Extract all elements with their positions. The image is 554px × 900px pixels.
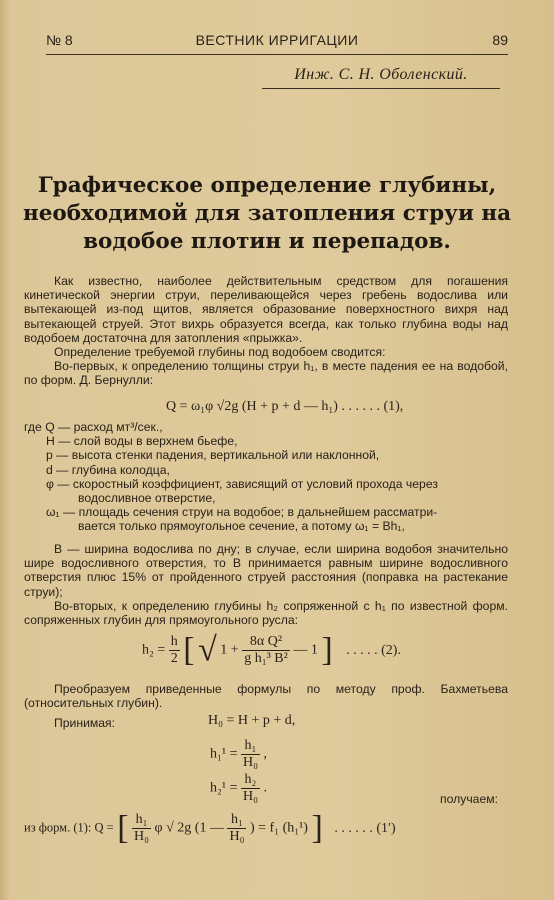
method-block [24,682,508,710]
formula-2-lhs: h₂ = [142,642,166,658]
second-step-paragraph: Во-вторых, к определению глубины h₂ сопряженной с h₁ по известной форм. сопряженных глубин для прямоугольного русла: [24,598,508,628]
definition-h0: H₀ = H + p + d, [208,713,296,728]
formula-2-fraction: $\frac{\text{8α Q²}}{\text{g h₁³ B²}}$ [244,634,288,666]
width-block [24,542,508,627]
legend-item: ω₁ — площадь сечения струи на водобое; в дальнейшем рассматри- [46,505,438,520]
accepting-label: Принимая: [54,716,116,730]
symbol-legend [24,420,438,534]
bracket-open-icon: [ [183,631,195,669]
legend-item: φ — скоростный коэффициент, зависящий от условий прохода через [46,476,438,491]
page-number: 89 [492,32,508,48]
bracket-open-icon: [ [117,809,129,847]
first-step-paragraph: Во-первых, к определению толщины струи h₁, в месте падения ее на водобой, по форм. Д. Бернулли: [24,359,508,388]
formula-2-tail: — 1 [293,642,318,658]
legend-item: водосливное отверстие, [78,491,216,506]
definition-h1: h₁¹ = $\frac{\text{h₁}}{\text{H₀}}$ , [210,738,267,770]
legend-item: вается только прямоугольное сечение, а потому ω₁ = Bh₁, [78,519,405,534]
formula-1: Q = ω₁φ √2g (H + p + d — h₁) . . . . . . (1), [166,399,404,414]
legend-item: H — слой воды в верхнем бьефе, [46,434,238,449]
definition-paragraph: Определение требуемой глубины под водобоем сводится: [54,345,386,360]
legend-where: где [24,420,42,434]
width-paragraph: B — ширина водослива по дну; в случае, если ширина водобоя значительно шире водосливного отверстия, то B принимается равным ширине водосливного отверстия плюс 15% от пройденного струей расстояния (поправка на растекание струи); [24,542,508,599]
formula-2-half: $\frac{h}{2}$ [170,634,178,666]
obtain-label: получаем: [440,792,498,806]
issue-number: № 8 [46,32,73,48]
formula-2-one-plus: 1 + [220,642,239,658]
formula-3: из форм. (1): Q = [ $\frac{\text{h₁}}{\text{H₀}}$ φ √ 2g (1 — $\frac{\text{h₁}}{\text{H₀}}$ ) = f₁ (h₁¹) ] . . . . . . (1′) [24,809,396,847]
intro-block [24,274,508,388]
bracket-close-icon: ] [321,631,333,669]
legend-item: Q — расход мт³/сек., [45,420,163,434]
formula-2 [142,631,401,669]
intro-paragraph: Как известно, наиболее действительным средством для погашения кинетической энергии струи, переливающейся через гребень водослива или вытекающей из-под щитов, является образование поверхностного вихря над вытекающей струей. Этот вихрь образуется всегда, как только глубина воды над водобоем достаточна для затопления «прыжка». [24,274,508,345]
method-paragraph: Преобразуем приведенные формулы по методу проф. Бахметьева (относительных глубин). [24,682,508,711]
journal-name: ВЕСТНИК ИРРИГАЦИИ [195,32,359,48]
radical-icon: √ [198,631,217,669]
article-title: Графическое определение глубины, необходимой для затопления струи на водобое плотин и перепадов. [22,173,512,254]
formula-2-label: . . . . . (2). [346,642,401,658]
running-header [46,32,508,55]
legend-row [24,420,438,434]
legend-item: d — глубина колодца, [46,462,170,477]
author-line: Инж. С. Н. Оболенский. [262,66,500,89]
definition-h2: h₂¹ = $\frac{\text{h₂}}{\text{H₀}}$ . [210,772,267,804]
legend-item: p — высота стенки падения, вертикальной или наклонной, [46,448,380,463]
bracket-close-icon: ] [311,809,323,847]
